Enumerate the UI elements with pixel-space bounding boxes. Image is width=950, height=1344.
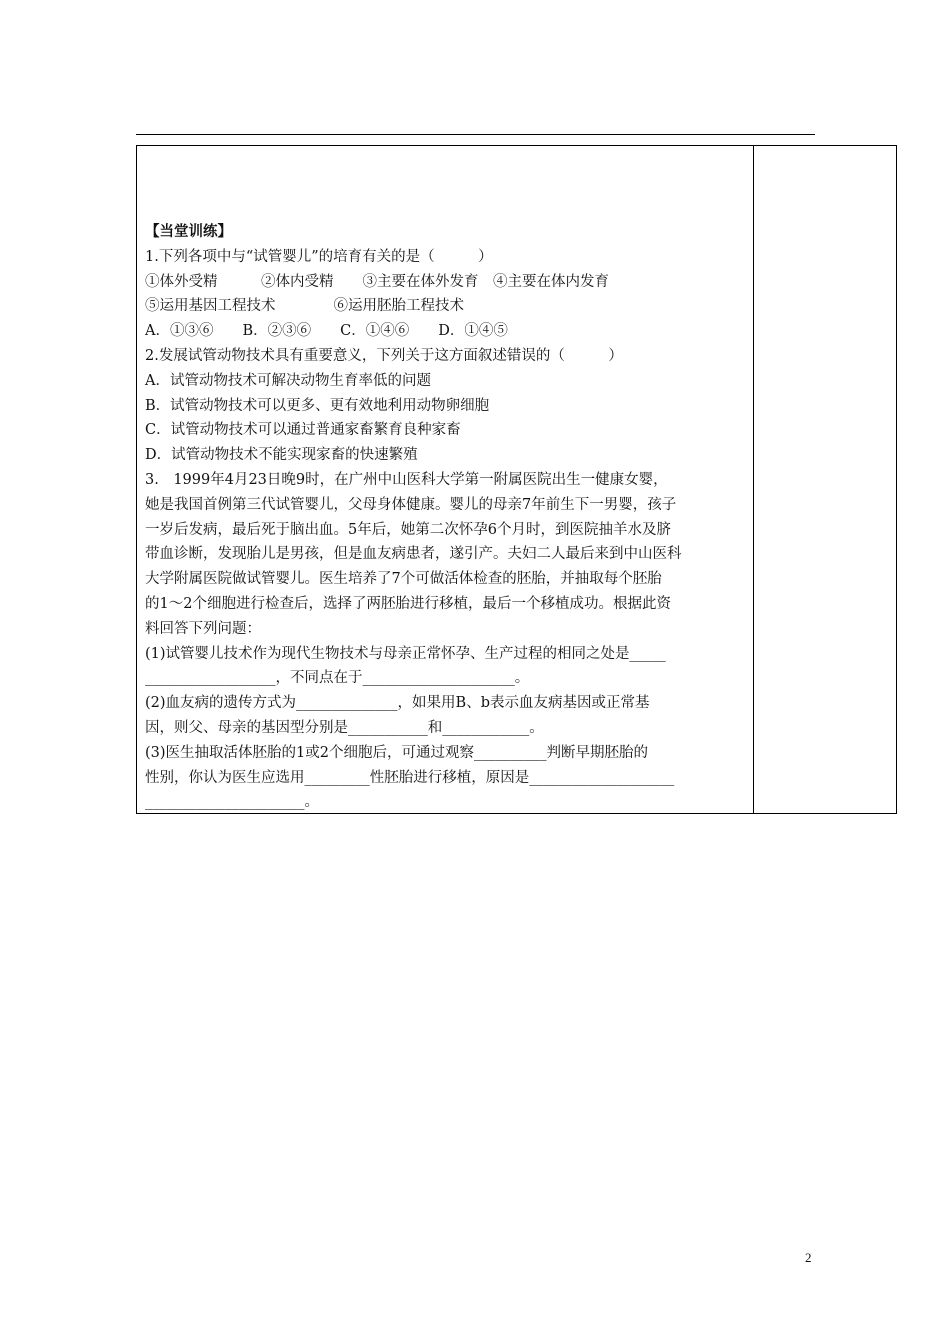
question-1-choices: A．①③⑥ B．②③⑥ C．①④⑥ D．①④⑤ <box>145 323 508 340</box>
question-2-option-b: B．试管动物技术可以更多、更有效地利用动物卵细胞 <box>145 397 490 414</box>
question-1-stem: 1.下列各项中与“试管婴儿”的培育有关的是（ ） <box>145 248 493 265</box>
section-title: 【当堂训练】 <box>145 223 232 240</box>
question-2-option-d: D．试管动物技术不能实现家畜的快速繁殖 <box>145 447 418 464</box>
question-1-options-1: ①体外受精 ②体内受精 ③主要在体外发育 ④主要在体内发育 <box>145 273 609 290</box>
question-3-text-7: 料回答下列问题： <box>145 620 261 637</box>
page-number: 2 <box>805 1250 812 1265</box>
question-3-text-2: 她是我国首例第三代试管婴儿，父母身体健康。婴儿的母亲7年前生下一男婴，孩子 <box>145 496 677 513</box>
sub-question-1-line-2: __________________，不同点在于_____________________。 <box>145 670 530 687</box>
sub-question-2-line-2: 因，则父、母亲的基因型分别是___________和____________。 <box>145 719 544 736</box>
question-2-option-c: C．试管动物技术可以通过普通家畜繁育良种家畜 <box>145 422 461 439</box>
sub-question-2-line-1: (2)血友病的遗传方式为______________，如果用B、b表示血友病基因或正常基 <box>145 695 650 712</box>
question-1-options-2: ⑤运用基因工程技术 ⑥运用胚胎工程技术 <box>145 298 464 315</box>
question-3-text-5: 大学附属医院做试管婴儿。医生培养了7个可做活体检查的胚胎，并抽取每个胚胎 <box>145 571 662 588</box>
sub-question-1-line-1: (1)试管婴儿技术作为现代生物技术与母亲正常怀孕、生产过程的相同之处是_____ <box>145 645 666 662</box>
sub-question-3-line-2: 性别，你认为医生应选用_________性胚胎进行移植，原因是____________________ <box>145 769 675 786</box>
question-2-stem: 2.发展试管动物技术具有重要意义，下列关于这方面叙述错误的（ ） <box>145 347 623 364</box>
question-3-text-3: 一岁后发病，最后死于脑出血。5年后，她第二次怀孕6个月时，到医院抽羊水及脐 <box>145 521 671 538</box>
notes-column-divider <box>753 146 754 813</box>
question-3-text-1: 3. 1999年4月23日晚9时，在广州中山医科大学第一附属医院出生一健康女婴， <box>145 471 668 488</box>
question-3-text-6: 的1～2个细胞进行检查后，选择了两胚胎进行移植，最后一个移植成功。根据此资 <box>145 595 671 612</box>
header-rule <box>136 134 815 135</box>
question-3-text-4: 带血诊断，发现胎儿是男孩，但是血友病患者，遂引产。夫妇二人最后来到中山医科 <box>145 546 682 563</box>
exercise-content <box>145 220 747 815</box>
question-2-option-a: A．试管动物技术可解决动物生育率低的问题 <box>145 372 431 389</box>
sub-question-3-line-1: (3)医生抽取活体胚胎的1或2个细胞后，可通过观察__________判断早期胚胎的 <box>145 744 648 761</box>
sub-question-3-line-3: ______________________。 <box>145 794 319 811</box>
exercise-table <box>136 145 897 814</box>
